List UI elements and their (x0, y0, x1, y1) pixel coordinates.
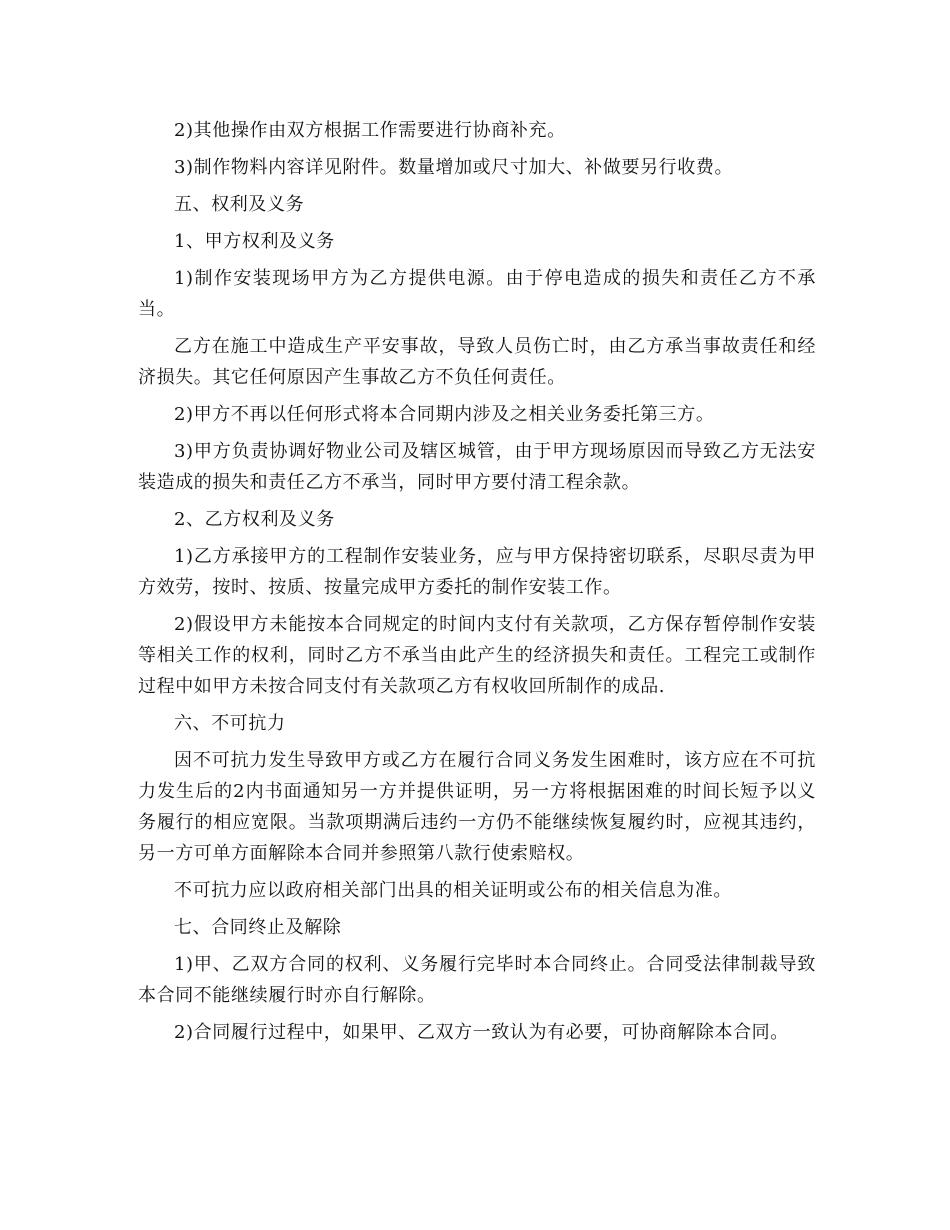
paragraph-materials-attachment: 3)制作物料内容详见附件。数量增加或尺寸加大、补做要另行收费。 (174, 157, 734, 178)
subheading-party-a-rights: 1、甲方权利及义务 (174, 231, 335, 252)
document-body (138, 115, 816, 1048)
section-heading-rights-obligations: 五、权利及义务 (174, 194, 305, 215)
paragraph-mutual-termination: 2)合同履行过程中，如果甲、乙双方一致认为有必要，可协商解除本合同。 (174, 1022, 789, 1043)
paragraph-operations-supplement: 2)其他操作由双方根据工作需要进行协商补充。 (174, 120, 566, 141)
paragraph-no-third-party: 2)甲方不再以任何形式将本合同期内涉及之相关业务委托第三方。 (174, 404, 715, 425)
paragraph-force-majeure-notice: 因不可抗力发生导致甲方或乙方在履行合同义务发生困难时，该方应在不可抗力发生后的2内书面通知另一方并提供证明，另一方将根据困难的时间长短予以义务履行的相应宽限。当款项期满后违约一方仍不能继续恢复履约时，应视其违约，另一方可单方面解除本合同并参照第八款行使索赔权。 (138, 750, 816, 864)
paragraph-force-majeure-evidence: 不可抗力应以政府相关部门出具的相关证明或公布的相关信息为准。 (174, 880, 732, 901)
section-heading-termination: 七、合同终止及解除 (174, 917, 342, 938)
paragraph-party-b-duties: 1)乙方承接甲方的工程制作安装业务，应与甲方保持密切联系，尽职尽责为甲方效劳，按时、按质、按量完成甲方委托的制作安装工作。 (138, 546, 816, 598)
paragraph-termination-completion: 1)甲、乙双方合同的权利、义务履行完毕时本合同终止。合同受法律制裁导致本合同不能继续履行时亦自行解除。 (138, 954, 816, 1006)
paragraph-safety-accident: 乙方在施工中造成生产平安事故，导致人员伤亡时，由乙方承当事故责任和经济损失。其它任何原因产生事故乙方不负任何责任。 (138, 336, 816, 388)
paragraph-payment-suspension: 2)假设甲方未能按本合同规定的时间内支付有关款项，乙方保存暂停制作安装等相关工作的权利，同时乙方不承当由此产生的经济损失和责任。工程完工或制作过程中如甲方未按合同支付有关款项乙方有权收回所制作的成品. (138, 614, 816, 697)
subheading-party-b-rights: 2、乙方权利及义务 (174, 509, 335, 530)
section-heading-force-majeure: 六、不可抗力 (174, 713, 286, 734)
paragraph-power-supply: 1)制作安装现场甲方为乙方提供电源。由于停电造成的损失和责任乙方不承当。 (138, 268, 816, 320)
paragraph-coordination: 3)甲方负责协调好物业公司及辖区城管，由于甲方现场原因而导致乙方无法安装造成的损失和责任乙方不承当，同时甲方要付清工程余款。 (138, 441, 816, 493)
